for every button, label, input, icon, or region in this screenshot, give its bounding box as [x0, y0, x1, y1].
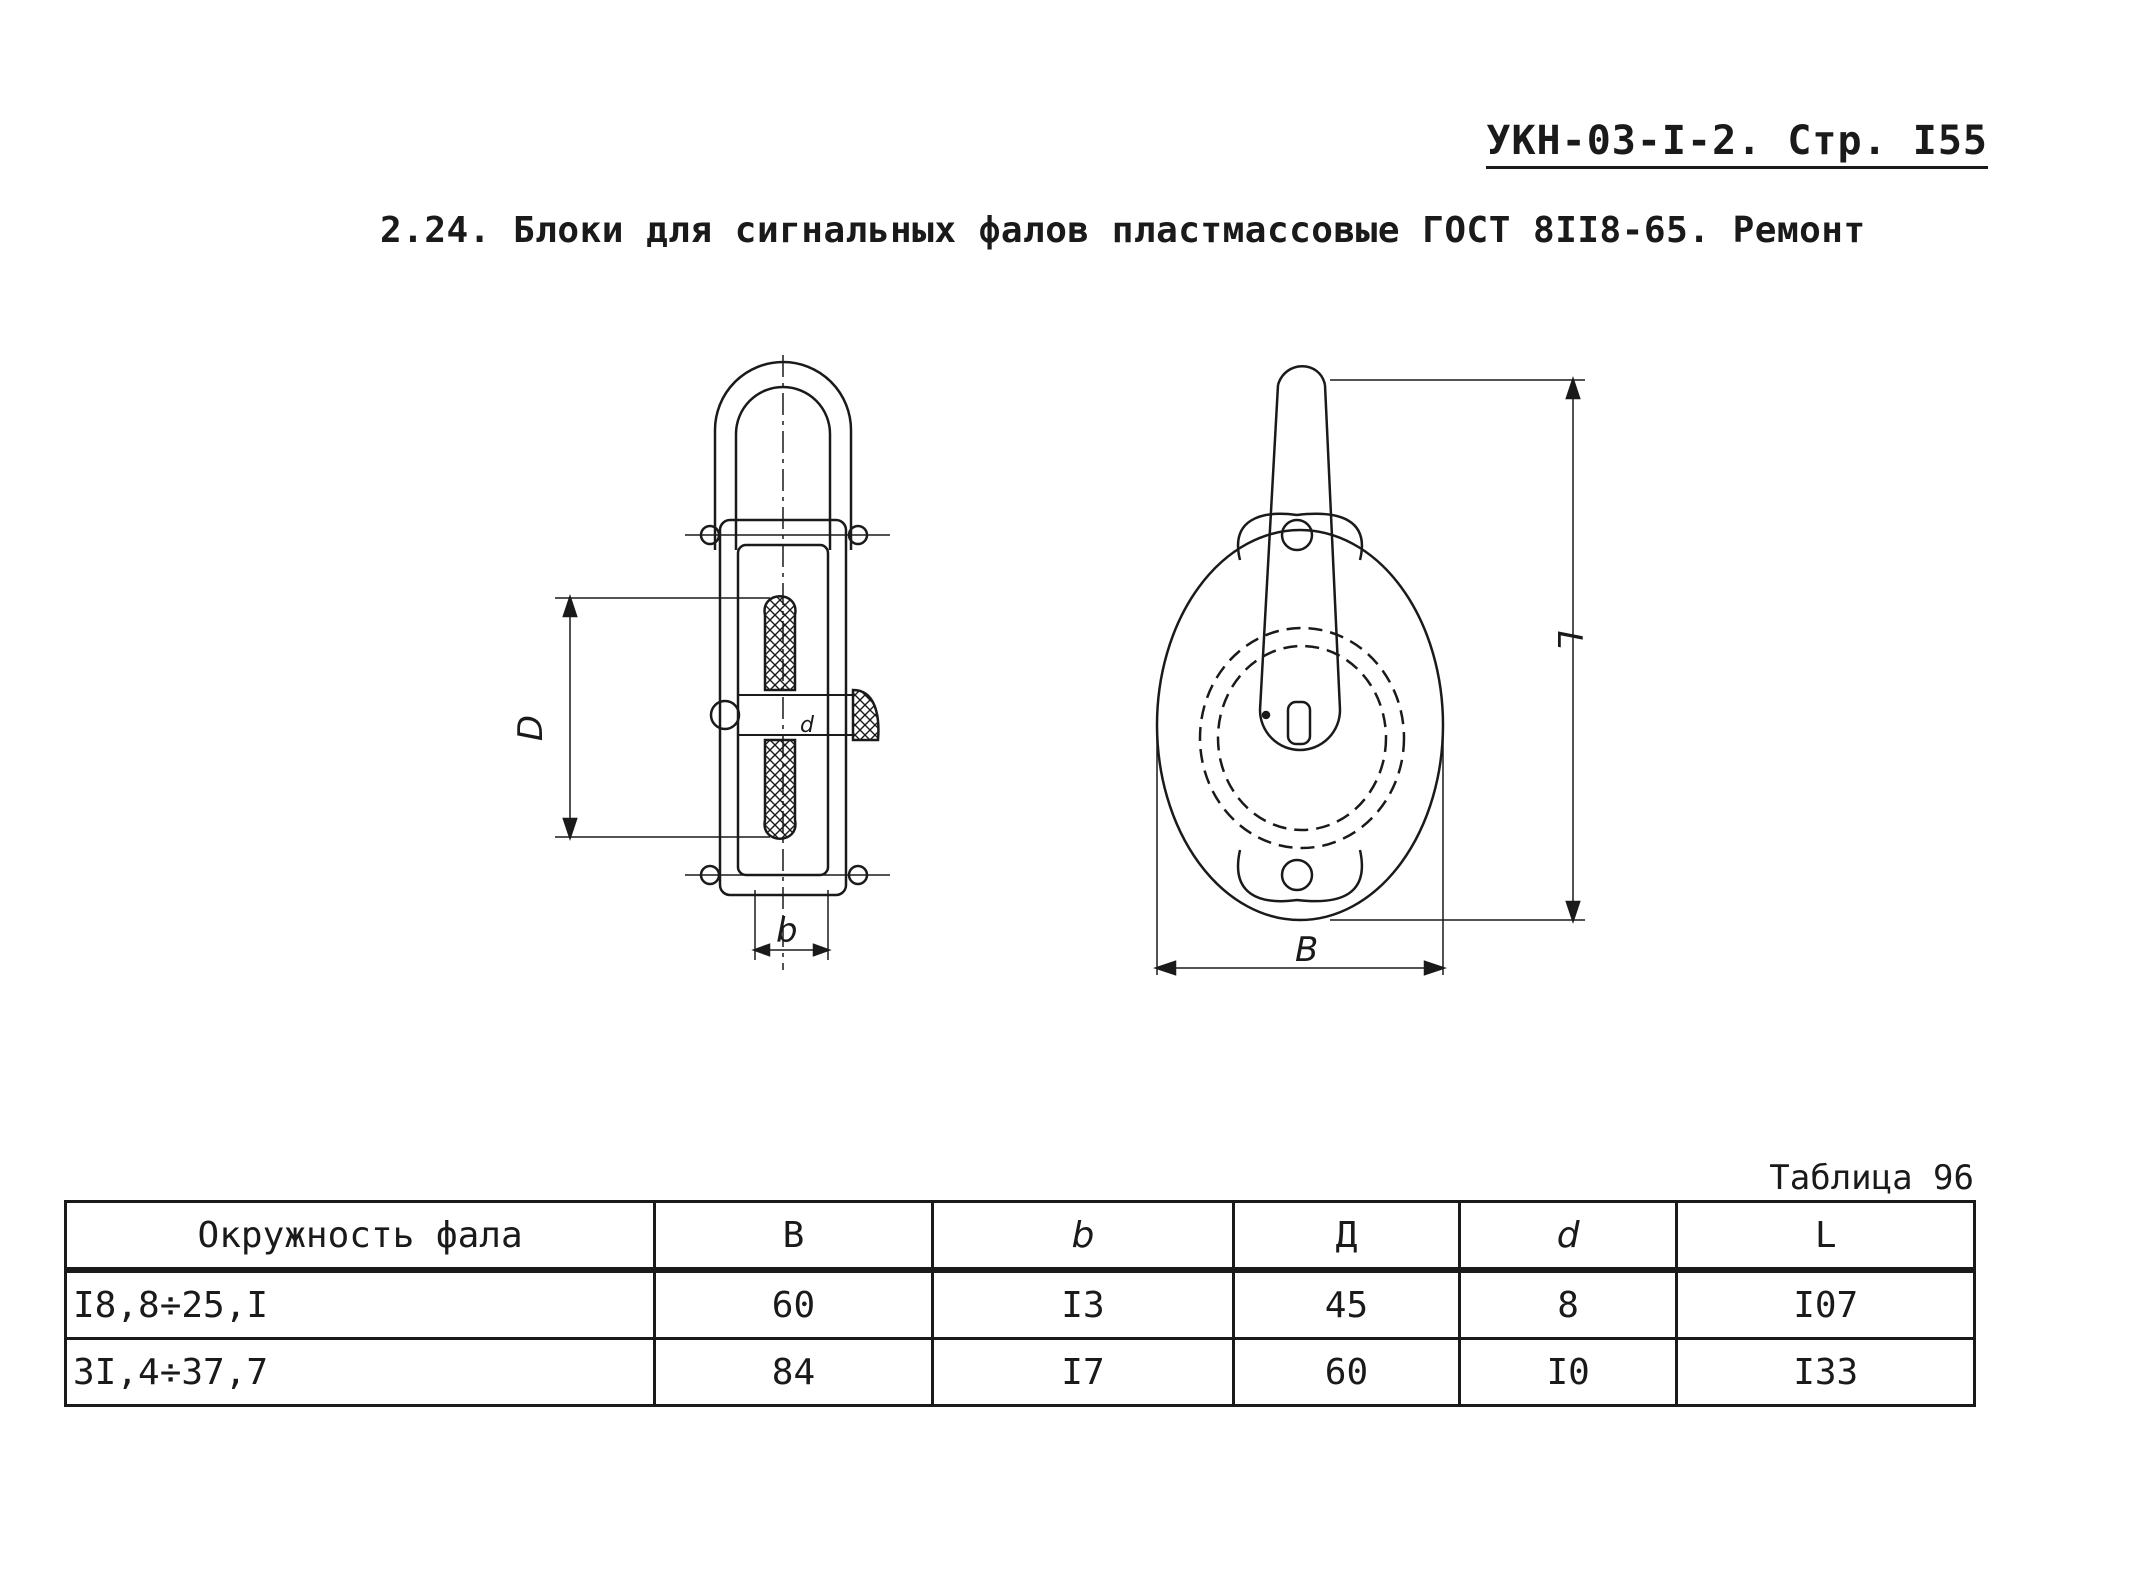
sheave-upper	[765, 596, 796, 690]
sheave-lower	[765, 740, 796, 839]
header-d: d	[1459, 1202, 1677, 1271]
table-caption: Таблица 96	[1769, 1158, 1974, 1198]
dim-label-d: d	[800, 713, 814, 738]
table-header-row	[66, 1202, 1975, 1271]
dim-label-b: b	[776, 911, 798, 951]
dim-label-L: L	[1549, 630, 1589, 650]
document-reference: УКН-03-I-2. Стр. I55	[1486, 118, 1988, 169]
cell-D: 60	[1234, 1339, 1460, 1406]
dim-label-B: B	[1295, 930, 1319, 970]
cell-D: 45	[1234, 1270, 1460, 1339]
table-row	[66, 1339, 1975, 1406]
section-title: 2.24. Блоки для сигнальных фалов пластмассовые ГОСТ 8II8-65. Ремонт	[380, 210, 1866, 251]
dim-label-D: D	[511, 714, 551, 742]
cell-d: 8	[1459, 1270, 1677, 1339]
header-rope-circumference: Окружность фала	[66, 1202, 655, 1271]
cell-d: I0	[1459, 1339, 1677, 1406]
front-view	[1157, 366, 1585, 975]
block-technical-drawing	[470, 350, 1610, 990]
table-row	[66, 1270, 1975, 1339]
cell-rope-circumference: I8,8÷25,I	[66, 1270, 655, 1339]
cell-B: 84	[655, 1339, 933, 1406]
cell-b: I3	[932, 1270, 1233, 1339]
dimensions-table	[64, 1200, 1976, 1407]
cell-B: 60	[655, 1270, 933, 1339]
header-D: Д	[1234, 1202, 1460, 1271]
cell-L: I33	[1677, 1339, 1975, 1406]
cell-b: I7	[932, 1339, 1233, 1406]
cell-L: I07	[1677, 1270, 1975, 1339]
cell-rope-circumference: 3I,4÷37,7	[66, 1339, 655, 1406]
header-L: L	[1677, 1202, 1975, 1271]
header-b: b	[932, 1202, 1233, 1271]
side-view	[555, 355, 890, 970]
header-B: В	[655, 1202, 933, 1271]
